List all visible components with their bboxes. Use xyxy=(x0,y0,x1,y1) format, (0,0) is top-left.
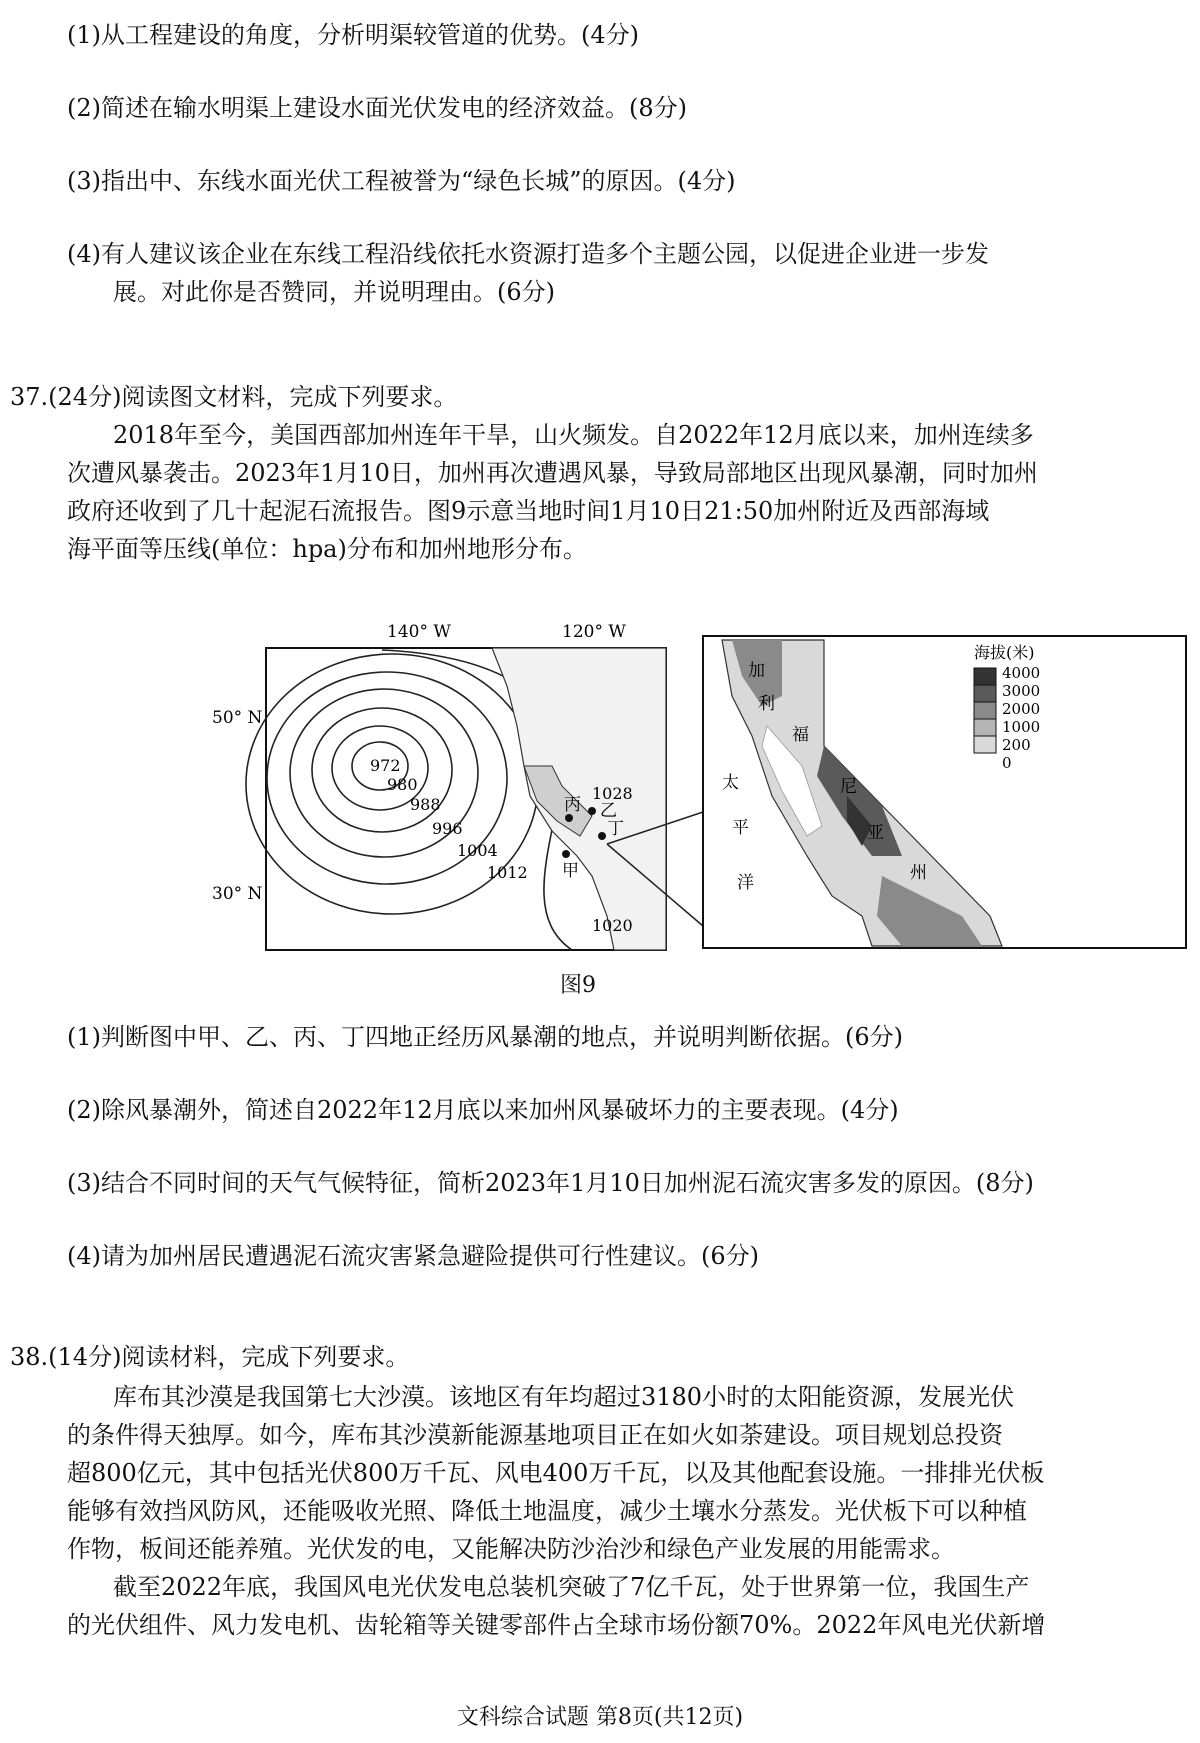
q37-material-line: 海平面等压线(单位：hpa)分布和加州地形分布。 xyxy=(67,535,587,563)
q37-material-line: 政府还收到了几十起泥石流报告。图9示意当地时间1月10日21:50加州附近及西部海域 xyxy=(67,497,990,525)
q38-material-line: 能够有效挡风防风，还能吸收光照、降低土地温度，减少土壤水分蒸发。光伏板下可以种植 xyxy=(67,1497,1027,1525)
q36-item-4: (4)有人建议该企业在东线工程沿线依托水资源打造多个主题公园，以促进企业进一步发 xyxy=(67,240,989,268)
legend-swatch xyxy=(974,668,996,685)
point-label: 甲 xyxy=(562,861,579,881)
point-label: 乙 xyxy=(600,801,617,821)
point-label: 丙 xyxy=(564,795,581,815)
lon-label: 120° W xyxy=(562,622,626,642)
isobar-label: 996 xyxy=(432,819,463,838)
state-label: 加 xyxy=(748,661,765,681)
legend-swatch xyxy=(974,685,996,702)
page-footer: 文科综合试题 第8页(共12页) xyxy=(456,1705,744,1730)
point-ding xyxy=(598,832,606,840)
legend-value: 0 xyxy=(1002,754,1012,772)
figure-caption: 图9 xyxy=(560,973,596,998)
legend-title: 海拔(米) xyxy=(974,643,1035,662)
legend-swatch xyxy=(974,702,996,719)
q37-material-line: 2018年至今，美国西部加州连年干旱，山火频发。自2022年12月底以来，加州连续多 xyxy=(113,421,1034,449)
point-bing xyxy=(565,814,573,822)
ocean-label: 洋 xyxy=(737,873,754,893)
q36-item-3: (3)指出中、东线水面光伏工程被誉为“绿色长城”的原因。(4分) xyxy=(67,167,736,195)
point-label: 丁 xyxy=(607,819,624,839)
q38-header: 38.(14分)阅读材料，完成下列要求。 xyxy=(10,1343,410,1371)
isobar-label: 988 xyxy=(410,795,441,814)
isobar-label: 972 xyxy=(370,756,401,775)
point-yi xyxy=(588,807,596,815)
q36-item-4-cont: 展。对此你是否赞同，并说明理由。(6分) xyxy=(113,278,555,306)
q38-material-line: 作物，板间还能养殖。光伏发的电，又能解决防沙治沙和绿色产业发展的用能需求。 xyxy=(67,1535,955,1563)
lon-label: 140° W xyxy=(387,622,451,642)
q37-material-line: 次遭风暴袭击。2023年1月10日，加州再次遭遇风暴，导致局部地区出现风暴潮，同时加州 xyxy=(67,459,1038,487)
q37-item-4: (4)请为加州居民遭遇泥石流灾害紧急避险提供可行性建议。(6分) xyxy=(67,1242,759,1270)
q37-item-3: (3)结合不同时间的天气气候特征，简析2023年1月10日加州泥石流灾害多发的原因。(8分) xyxy=(67,1169,1034,1197)
legend-value: 2000 xyxy=(1002,700,1041,718)
legend-value: 4000 xyxy=(1002,664,1041,682)
q37-item-2: (2)除风暴潮外，简述自2022年12月底以来加州风暴破坏力的主要表现。(4分) xyxy=(67,1096,899,1124)
q38-material-line: 的光伏组件、风力发电机、齿轮箱等关键零部件占全球市场份额70%。2022年风电光伏新增 xyxy=(67,1611,1046,1639)
legend-swatch xyxy=(974,736,996,753)
state-label: 亚 xyxy=(867,823,884,843)
legend-value: 3000 xyxy=(1002,682,1041,700)
point-jia xyxy=(562,850,570,858)
isobar-label: 980 xyxy=(387,775,418,794)
state-label: 州 xyxy=(910,863,927,883)
ocean-label: 平 xyxy=(732,818,749,838)
q38-material-line: 的条件得天独厚。如今，库布其沙漠新能源基地项目正在如火如荼建设。项目规划总投资 xyxy=(67,1421,1003,1449)
q36-item-1: (1)从工程建设的角度，分析明渠较管道的优势。(4分) xyxy=(67,21,639,49)
q37-item-1: (1)判断图中甲、乙、丙、丁四地正经历风暴潮的地点，并说明判断依据。(6分) xyxy=(67,1023,903,1051)
legend-value: 200 xyxy=(1002,736,1031,754)
figure-9 xyxy=(212,616,1192,980)
q38-material-line: 库布其沙漠是我国第七大沙漠。该地区有年均超过3180小时的太阳能资源，发展光伏 xyxy=(113,1383,1015,1411)
legend-value: 1000 xyxy=(1002,718,1041,736)
state-label: 尼 xyxy=(840,777,857,797)
lat-label: 50° N xyxy=(212,708,263,728)
lat-label: 30° N xyxy=(212,884,263,904)
q36-item-2: (2)简述在输水明渠上建设水面光伏发电的经济效益。(8分) xyxy=(67,94,687,122)
state-label: 福 xyxy=(792,725,809,745)
q37-header: 37.(24分)阅读图文材料，完成下列要求。 xyxy=(10,383,458,411)
isobar-label: 1012 xyxy=(487,863,528,882)
q38-material-line: 超800亿元，其中包括光伏800万千瓦、风电400万千瓦，以及其他配套设施。一排排光伏板 xyxy=(67,1459,1045,1487)
isobar-label: 1028 xyxy=(592,784,633,803)
q38-material-line: 截至2022年底，我国风电光伏发电总装机突破了7亿千瓦，处于世界第一位，我国生产 xyxy=(113,1573,1030,1601)
legend-swatch xyxy=(974,719,996,736)
ocean-label: 太 xyxy=(722,773,739,793)
figure-9-svg xyxy=(212,616,1192,976)
isobar-label: 1004 xyxy=(457,841,498,860)
state-label: 利 xyxy=(758,694,775,714)
isobar-label: 1020 xyxy=(592,916,633,935)
